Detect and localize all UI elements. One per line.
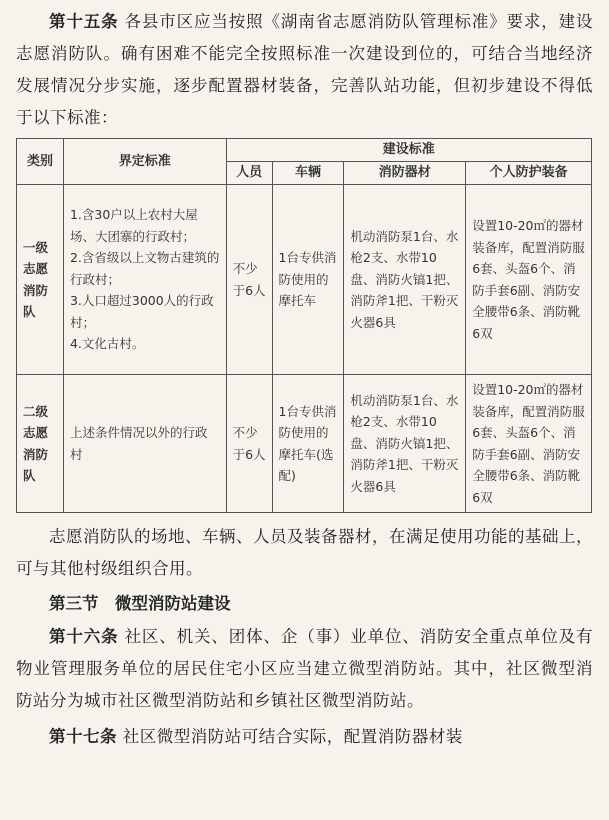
row-2-personnel: 不少于6人 xyxy=(226,375,272,513)
after-table-paragraph: 志愿消防队的场地、车辆、人员及装备器材，在满足使用功能的基础上，可与其他村级组织合用。 xyxy=(16,527,593,578)
row-1-equipment: 机动消防泵1台、水枪2支、水带10盘、消防火镐1把、消防斧1把、干粉灭火器6具 xyxy=(344,185,466,375)
criteria-item: 1.含30户以上农村大屋场、大团寨的行政村； xyxy=(69,207,198,244)
section-3-title: 第三节 微型消防站建设 xyxy=(49,594,231,613)
header-category: 类别 xyxy=(17,139,64,185)
row-1-protective: 设置10-20㎡的器材装备库，配置消防服6套、头盔6个、消防手套6副、消防安全腰带6条、消防靴6双 xyxy=(466,185,592,375)
article-17-heading: 第十七条 xyxy=(49,727,117,746)
header-construction: 建设标准 xyxy=(226,139,591,162)
header-equipment: 消防器材 xyxy=(344,162,466,185)
row-2-equipment: 机动消防泵1台、水枪2支、水带10盘、消防火镐1把、消防斧1把、干粉灭火器6具 xyxy=(344,375,466,513)
fire-brigade-standards-table xyxy=(16,138,592,513)
header-criteria: 界定标准 xyxy=(63,139,226,185)
row-1-category: 一级志愿消防队 xyxy=(17,185,64,375)
header-personnel: 人员 xyxy=(226,162,272,185)
criteria-item: 上述条件情况以外的行政村 xyxy=(69,425,208,462)
row-2-protective: 设置10-20㎡的器材装备库，配置消防服6套、头盔6个、消防手套6副、消防安全腰带6条、消防靴6双 xyxy=(466,375,592,513)
criteria-item: 4.文化古村。 xyxy=(69,336,145,352)
row-1-vehicle: 1台专供消防使用的摩托车 xyxy=(272,185,344,375)
criteria-item: 2.含省级以上文物古建筑的行政村； xyxy=(69,250,220,287)
article-16-heading: 第十六条 xyxy=(49,627,119,646)
row-1-criteria xyxy=(63,185,226,375)
row-1-personnel: 不少于6人 xyxy=(226,185,272,375)
row-2-category: 二级志愿消防队 xyxy=(17,375,64,513)
article-15-heading: 第十五条 xyxy=(49,12,119,31)
header-protective: 个人防护装备 xyxy=(466,162,592,185)
article-15-text: 各县市区应当按照《湖南省志愿消防队管理标准》要求，建设志愿消防队。确有困难不能完全按照标准一次建设到位的，可结合当地经济发展情况分步实施，逐步配置器材装备，完善队站功能，但初步建设不得低于以下标准： xyxy=(16,12,593,127)
table-row xyxy=(17,375,592,513)
table-header-row xyxy=(17,139,592,162)
header-vehicle: 车辆 xyxy=(272,162,344,185)
row-2-criteria xyxy=(63,375,226,513)
table-row xyxy=(17,185,592,375)
article-15-paragraph xyxy=(16,6,593,134)
article-17-text: 社区微型消防站可结合实际，配置消防器材装 xyxy=(122,727,463,746)
article-16-text: 社区、机关、团体、企（事）业单位、消防安全重点单位及有物业管理服务单位的居民住宅小区应当建立微型消防站。其中，社区微型消防站分为城市社区微型消防站和乡镇社区微型消防站。 xyxy=(16,627,593,710)
row-2-vehicle: 1台专供消防使用的摩托车(选配) xyxy=(272,375,344,513)
criteria-item: 3.人口超过3000人的行政村； xyxy=(69,293,214,330)
article-16-paragraph xyxy=(16,621,593,717)
article-17-paragraph xyxy=(16,721,593,753)
